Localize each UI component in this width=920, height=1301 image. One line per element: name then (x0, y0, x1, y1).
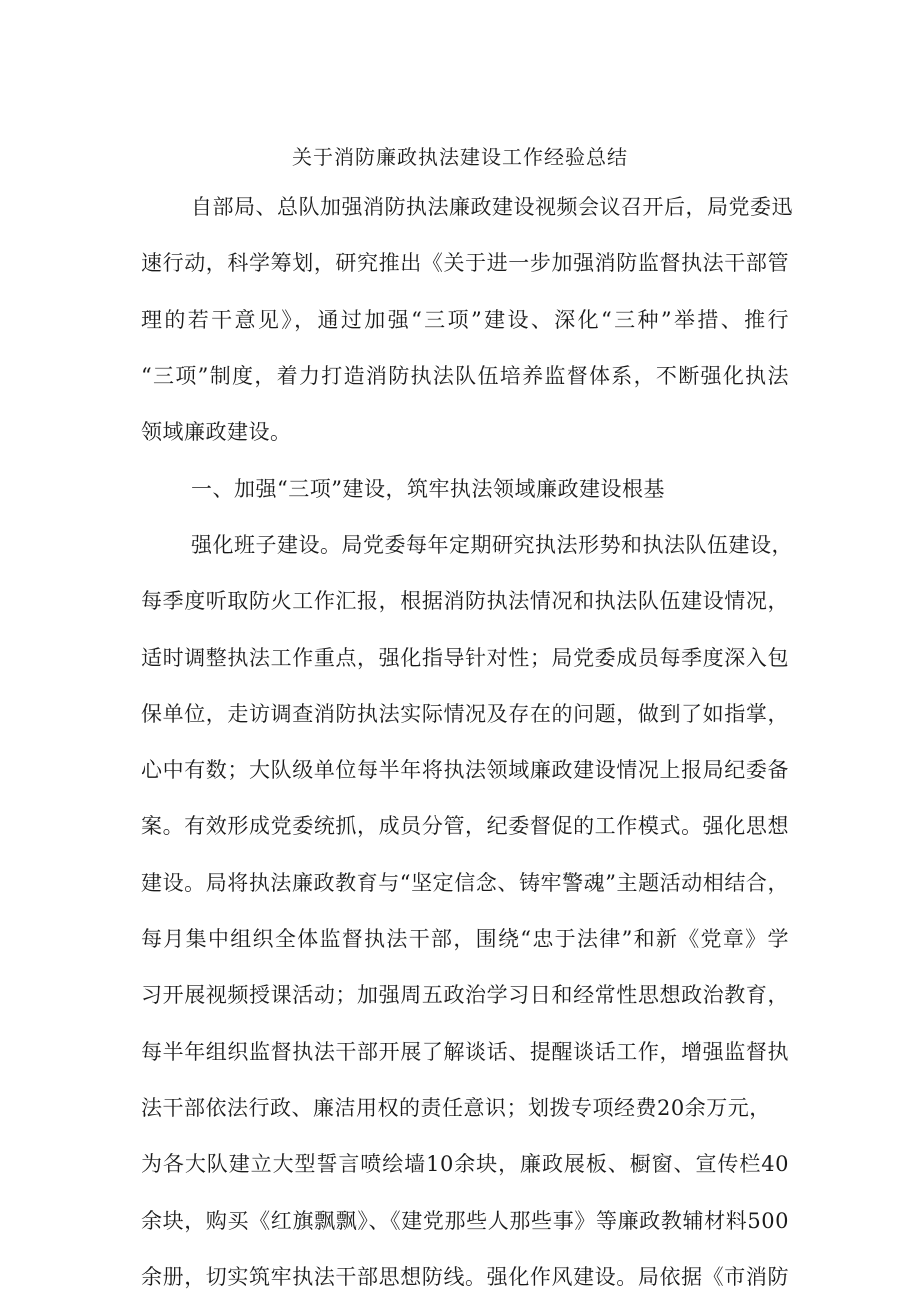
paragraph-line: 心中有数；大队级单位每半年将执法领域廉政建设情况上报局纪委备 (141, 758, 789, 782)
paragraph-line: 速行动，科学筹划，研究推出《关于进一步加强消防监督执法干部管 (141, 251, 789, 275)
document-title: 关于消防廉政执法建设工作经验总结 (292, 145, 628, 169)
paragraph-line: 余册，切实筑牢执法干部思想防线。强化作风建设。局依据《市消防 (141, 1265, 789, 1289)
paragraph-line: 习开展视频授课活动；加强周五政治学习日和经常性思想政治教育， (141, 983, 789, 1007)
paragraph-line: 每季度听取防火工作汇报，根据消防执法情况和执法队伍建设情况， (141, 589, 789, 613)
section-heading: 一、加强“三项”建设，筑牢执法领域廉政建设根基 (191, 477, 665, 501)
paragraph-line: 每月集中组织全体监督执法干部，围绕“忠于法律”和新《党章》学 (141, 927, 789, 951)
paragraph-line: 保单位，走访调查消防执法实际情况及存在的问题，做到了如指掌， (141, 702, 789, 726)
paragraph-line: 建设。局将执法廉政教育与“坚定信念、铸牢警魂”主题活动相结合， (141, 871, 789, 895)
paragraph-line: 为各大队建立大型誓言喷绘墙10余块，廉政展板、橱窗、宣传栏40 (141, 1152, 789, 1176)
paragraph-line: 每半年组织监督执法干部开展了解谈话、提醒谈话工作，增强监督执 (141, 1040, 789, 1064)
paragraph-line: 理的若干意见》，通过加强“三项”建设、深化“三种”举措、推行 (141, 308, 789, 332)
paragraph-line: 适时调整执法工作重点，强化指导针对性；局党委成员每季度深入包 (141, 646, 789, 670)
paragraph-line: “三项”制度，着力打造消防执法队伍培养监督体系，不断强化执法 (141, 364, 789, 388)
paragraph-line: 领域廉政建设。 (141, 420, 292, 444)
paragraph-line: 案。有效形成党委统抓，成员分管，纪委督促的工作模式。强化思想 (141, 814, 789, 838)
paragraph-line: 余块，购买《红旗飘飘》、《建党那些人那些事》等廉政教辅材料500 (141, 1209, 789, 1233)
paragraph-line: 强化班子建设。局党委每年定期研究执法形势和执法队伍建设， (191, 533, 793, 557)
paragraph-line: 自部局、总队加强消防执法廉政建设视频会议召开后，局党委迅 (191, 195, 793, 219)
paragraph-line: 法干部依法行政、廉洁用权的责任意识；划拨专项经费20余万元， (141, 1096, 771, 1120)
